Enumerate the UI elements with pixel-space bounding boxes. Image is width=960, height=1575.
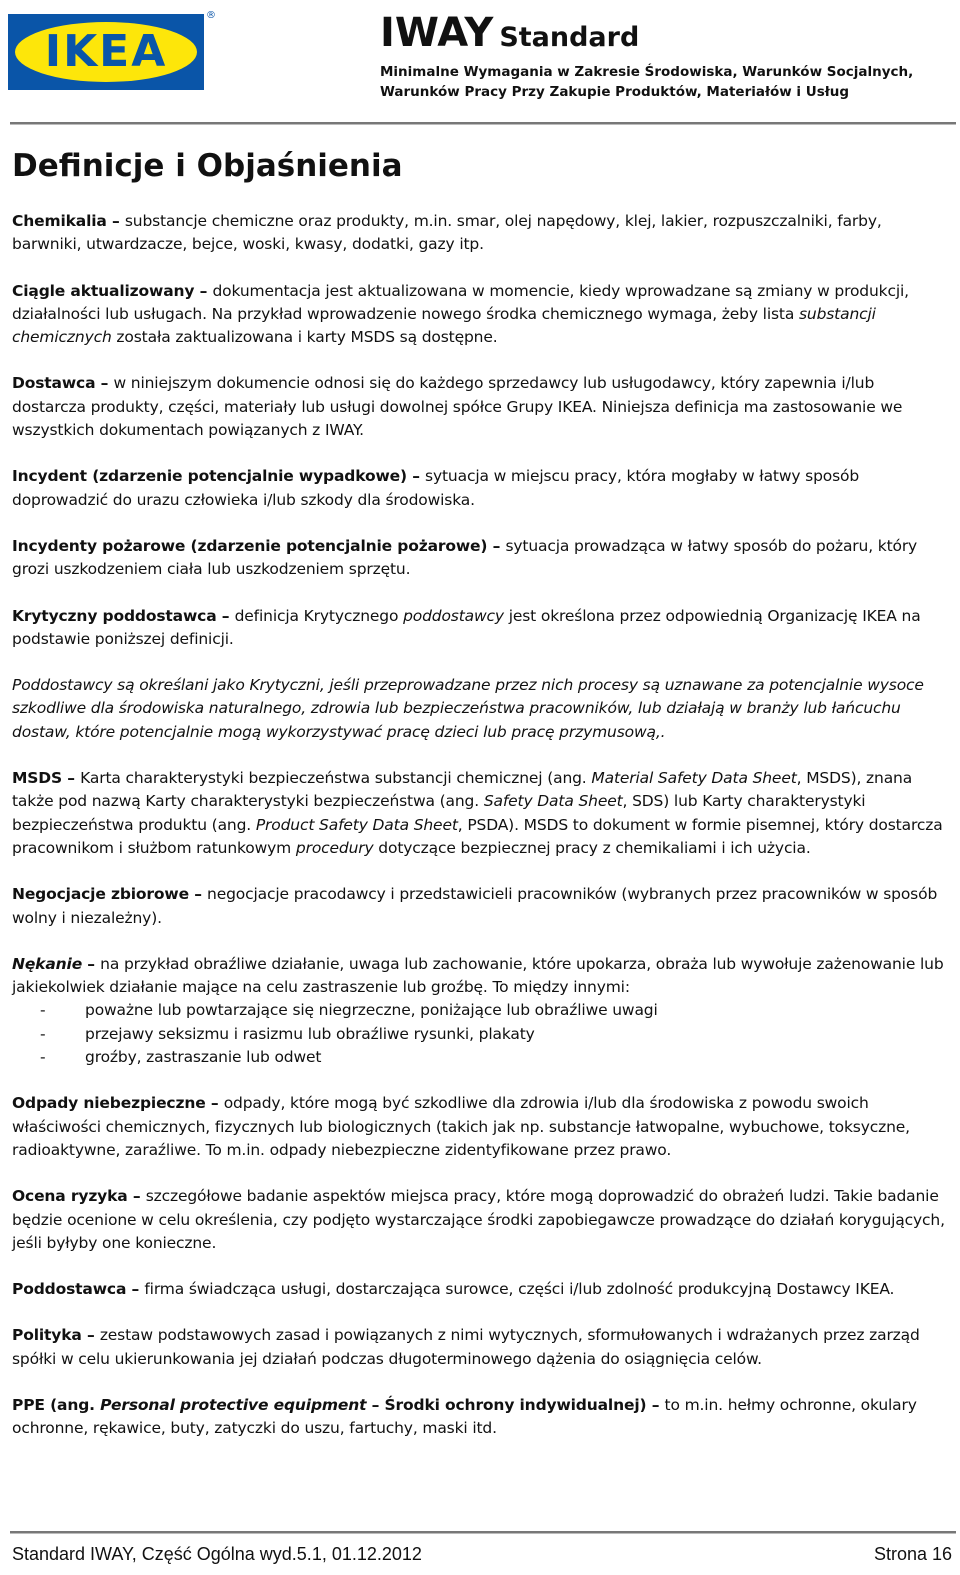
term-dash: –: [127, 1187, 146, 1206]
term: Ocena ryzyka: [12, 1187, 128, 1206]
definition-text: to m.in. hełmy ochronne, okulary ochronne, rękawice, buty, zatyczki do uszu, fartuchy, maski itd.: [12, 1395, 917, 1438]
term-dash: –: [194, 281, 213, 300]
definition-text: , MSDS), znana także pod nazwą Karty charakterystyki bezpieczeństwa (ang.: [12, 769, 913, 811]
definition-text: dotyczące bezpiecznej pracy z chemikaliami i ich użycia.: [373, 838, 811, 857]
term-dash: –: [188, 885, 208, 904]
definition-text: firma świadcząca usługi, dostarczająca surowce, części i/lub zdolność produkcyjną Dostawcy IKEA.: [144, 1280, 895, 1299]
definition-text: została zaktualizowana i karty MSDS są dostępne.: [111, 328, 498, 347]
definition-incydent: [12, 465, 947, 512]
term: Odpady niebezpieczne: [12, 1094, 206, 1113]
definition-text: zestaw podstawowych zasad i powiązanych z nimi wytycznych, sformułowanych i wdrażanych przez zarząd spółki w celu ukierunkowania jej działań podczas długoterminowego dążenia do osiągnięcia celów.: [12, 1326, 920, 1368]
definition-ppe: [12, 1394, 947, 1441]
footer-document-info: Standard IWAY, Część Ogólna wyd.5.1, 01.12.2012: [12, 1544, 422, 1564]
note-italic-text: Poddostawcy są określani jako Krytyczni, jeśli przeprowadzane przez nich procesy są uznawane za potencjalnie wysoce szkodliwe dla środowiska naturalnego, zdrowia lub bezpieczeństwa pracowników, lub działają w branży lub łańcuchu dostaw, które potencjalnie mogą wykorzystywać pracę dzieci lub pracę przymusową,.: [12, 676, 924, 741]
term: Nękanie: [12, 954, 83, 973]
definition-text: negocjacje pracodawcy i przedstawicieli pracowników (wybranych przez pracowników w sposób wolny i niezależny).: [12, 885, 938, 927]
term-dash: –: [205, 1094, 224, 1113]
term: MSDS: [12, 769, 63, 788]
term: Polityka: [12, 1326, 82, 1345]
definition-ciagle-aktualizowany: [12, 280, 947, 350]
definition-dostawca: [12, 372, 947, 442]
term-dash: –: [216, 606, 235, 625]
definition-text: na przykład obraźliwe działanie, uwaga lub zachowanie, które upokarza, obraża lub wywołuje zażenowanie lub jakiekolwiek działanie mające na celu zastraszenie lub groźbę. To między innymi:: [12, 954, 944, 997]
footer-divider: [10, 1531, 956, 1534]
definition-msds: [12, 767, 947, 860]
list-item-text: przejawy seksizmu i rasizmu lub obraźliwe rysunki, plakaty: [85, 1024, 535, 1043]
term: Krytyczny poddostawca: [12, 606, 217, 625]
footer-page-number: Strona 16: [873, 1544, 952, 1564]
term-dash: –: [82, 954, 101, 973]
term-dash: –: [406, 467, 426, 486]
definition-text: jest określona przez odpowiednią Organizację IKEA na podstawie poniższej definicji.: [12, 606, 921, 648]
term: Poddostawca: [12, 1280, 127, 1299]
list-item: [12, 999, 947, 1022]
definition-italic: Material Safety Data Sheet: [591, 769, 797, 788]
definition-text: sytuacja prowadząca w łatwy sposób do pożaru, który grozi uszkodzeniem ciała lub uszkodzeniem sprzętu.: [12, 536, 918, 579]
term-italic: Personal protective equipment: [100, 1395, 367, 1414]
nekanie-intro: [12, 953, 947, 1000]
definitions-content: [12, 210, 947, 1464]
definition-text: dokumentacja jest aktualizowana w momencie, kiedy wprowadzane są zmiany w produkcji, działalności lub usługach. Na przykład wprowadzenie nowego środka chemicznego wymaga, żeby lista: [12, 281, 909, 323]
list-bullet: -: [40, 1001, 46, 1020]
term: Incydenty pożarowe (zdarzenie potencjalnie pożarowe): [12, 536, 488, 555]
term: Negocjacje zbiorowe: [12, 885, 189, 904]
list-bullet: -: [40, 1024, 46, 1043]
definition-odpady-niebezpieczne: [12, 1092, 947, 1162]
definition-text: odpady, które mogą być szkodliwe dla zdrowia i/lub dla środowiska z powodu swoich właściwości chemicznych, fizycznych lub biologicznych (takich jak np. substancje łatwopalne, wybuchowe, toksyczne, radioaktywne, zaraźliwe. To m.in. odpady niebezpieczne zidentyfikowane przez prawo.: [12, 1094, 910, 1159]
term-part: – Środki ochrony indywidualnej): [366, 1395, 647, 1414]
definition-text: definicja Krytycznego: [234, 606, 404, 625]
term: Chemikalia: [12, 212, 107, 230]
header-divider: [10, 122, 956, 125]
definition-poddostawca: [12, 1278, 947, 1301]
definition-chemikalia: [12, 210, 947, 257]
definition-negocjacje-zbiorowe: [12, 883, 947, 930]
definition-nekanie: [12, 953, 947, 1069]
term: Ciągle aktualizowany: [12, 281, 195, 300]
page-title: Definicje i Objaśnienia: [12, 148, 403, 184]
definition-italic: poddostawcy: [403, 606, 504, 625]
term-dash: –: [95, 374, 114, 393]
subtitle-line-1: Minimalne Wymagania w Zakresie Środowiska, Warunków Socjalnych,: [380, 64, 914, 80]
definition-text: szczegółowe badanie aspektów miejsca pracy, które mogą doprowadzić do obrażeń ludzi. Takie badanie będzie ocenione w celu określenia, czy podjęto wystarczające środki zapobiegawcze prowadzące do działań korygujących, jeśli byłyby one konieczne.: [12, 1187, 945, 1252]
definition-text: , PSDA). MSDS to dokument w formie pisemnej, który dostarcza pracownikom i służbom ratunkowym: [12, 815, 943, 857]
iway-title-main: IWAY: [380, 10, 494, 56]
list-bullet: -: [40, 1048, 46, 1067]
definition-italic: procedury: [295, 838, 374, 857]
definition-italic: substancji chemicznych: [12, 304, 876, 347]
iway-subtitle: [380, 62, 955, 102]
term-dash: –: [487, 536, 506, 555]
term-part: PPE (ang.: [12, 1395, 101, 1414]
list-item-text: poważne lub powtarzające się niegrzeczne, poniżające lub obraźliwe uwagi: [85, 1001, 658, 1020]
list-item: [12, 1046, 947, 1069]
definition-polityka: [12, 1324, 947, 1371]
iway-title-suffix: Standard: [499, 22, 640, 53]
logo-oval: [15, 22, 197, 82]
term: [12, 1396, 646, 1414]
page-header: [0, 0, 960, 128]
term-dash: –: [646, 1395, 665, 1414]
definition-incydenty-pozarowe: [12, 535, 947, 582]
list-item: [12, 1023, 947, 1046]
definition-text: Karta charakterystyki bezpieczeństwa substancji chemicznej (ang.: [80, 769, 592, 788]
krytyczny-note: [12, 674, 947, 744]
definition-text: substancje chemiczne oraz produkty, m.in. smar, olej napędowy, klej, lakier, rozpuszczalniki, farby, barwniki, utwardzacze, bejce, woski, kwasy, dodatki, gazy itp.: [12, 212, 882, 254]
definition-ocena-ryzyka: [12, 1185, 947, 1255]
term-dash: –: [62, 769, 81, 788]
term: Dostawca: [12, 374, 96, 393]
definition-text: , SDS) lub Karty charakterystyki bezpieczeństwa produktu (ang.: [12, 792, 866, 834]
subtitle-line-2: Warunków Pracy Przy Zakupie Produktów, Materiałów i Usług: [380, 84, 850, 100]
registered-mark: ®: [206, 10, 216, 21]
list-item-text: groźby, zastraszanie lub odwet: [85, 1048, 322, 1067]
ikea-logo: [8, 14, 204, 90]
term: Incydent (zdarzenie potencjalnie wypadkowe): [12, 467, 407, 486]
definition-italic: Product Safety Data Sheet: [255, 815, 458, 834]
term-dash: –: [126, 1280, 145, 1299]
term-dash: –: [81, 1326, 100, 1345]
term-dash: –: [106, 212, 125, 230]
definition-italic: Safety Data Sheet: [483, 792, 623, 811]
iway-standard-title: [380, 10, 639, 56]
logo-text: IKEA: [44, 26, 168, 77]
definition-text: sytuacja w miejscu pracy, która mogłaby w łatwy sposób doprowadzić do urazu człowieka i/lub szkody dla środowiska.: [12, 467, 860, 509]
nekanie-list: [12, 999, 947, 1069]
definition-text: w niniejszym dokumencie odnosi się do każdego sprzedawcy lub usługodawcy, który zapewnia i/lub dostarcza produkty, części, materiały lub usługi dowolnej spółce Grupy IKEA. Niniejsza definicja ma zastosowanie we wszystkich dokumentach powiązanych z IWAY.: [12, 374, 903, 440]
definition-krytyczny-poddostawca: [12, 605, 947, 652]
